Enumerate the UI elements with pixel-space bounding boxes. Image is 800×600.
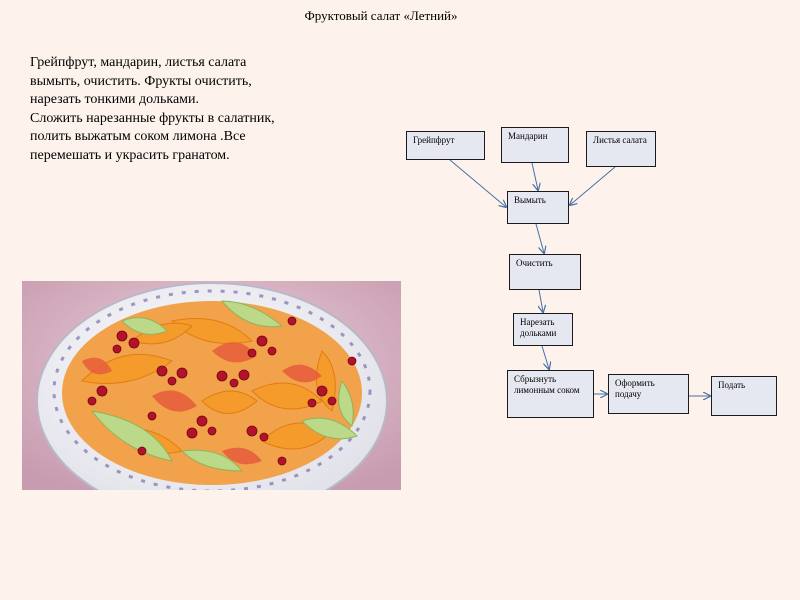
node-serve: Подать [711, 376, 777, 416]
node-sprinkle: Сбрызнуть лимонным соком [507, 370, 594, 418]
arrow-lettuce-to-wash [570, 167, 615, 205]
node-mandarin: Мандарин [501, 127, 569, 163]
arrow-peel-to-slice [539, 290, 543, 312]
node-lettuce: Листья салата [586, 131, 656, 167]
slide-title: Фруктовый салат «Летний» [304, 8, 458, 23]
salad-photo [22, 281, 401, 490]
arrow-mandarin-to-wash [532, 163, 538, 190]
recipe-paragraph-1: Грейпфрут, мандарин, листья салата вымыть, очистить. Фрукты очистить, нарезать тонкими дольками. [30, 55, 252, 107]
node-wash: Вымыть [507, 191, 569, 224]
node-grapefruit: Грейпфрут [406, 131, 485, 160]
node-peel: Очистить [509, 254, 581, 290]
recipe-text [30, 54, 280, 165]
arrow-slice-to-sprinkle [542, 346, 549, 369]
salad-photo-illustration [22, 281, 401, 490]
recipe-paragraph-2: Сложить нарезанные фрукты в салатник, полить выжатым соком лимона .Все перемешать и украсить гранатом. [30, 110, 275, 163]
node-slice: Нарезать дольками [513, 313, 573, 346]
arrow-wash-to-peel [536, 224, 544, 253]
node-decorate: Оформить подачу [608, 374, 689, 414]
arrow-grapefruit-to-wash [450, 160, 506, 207]
